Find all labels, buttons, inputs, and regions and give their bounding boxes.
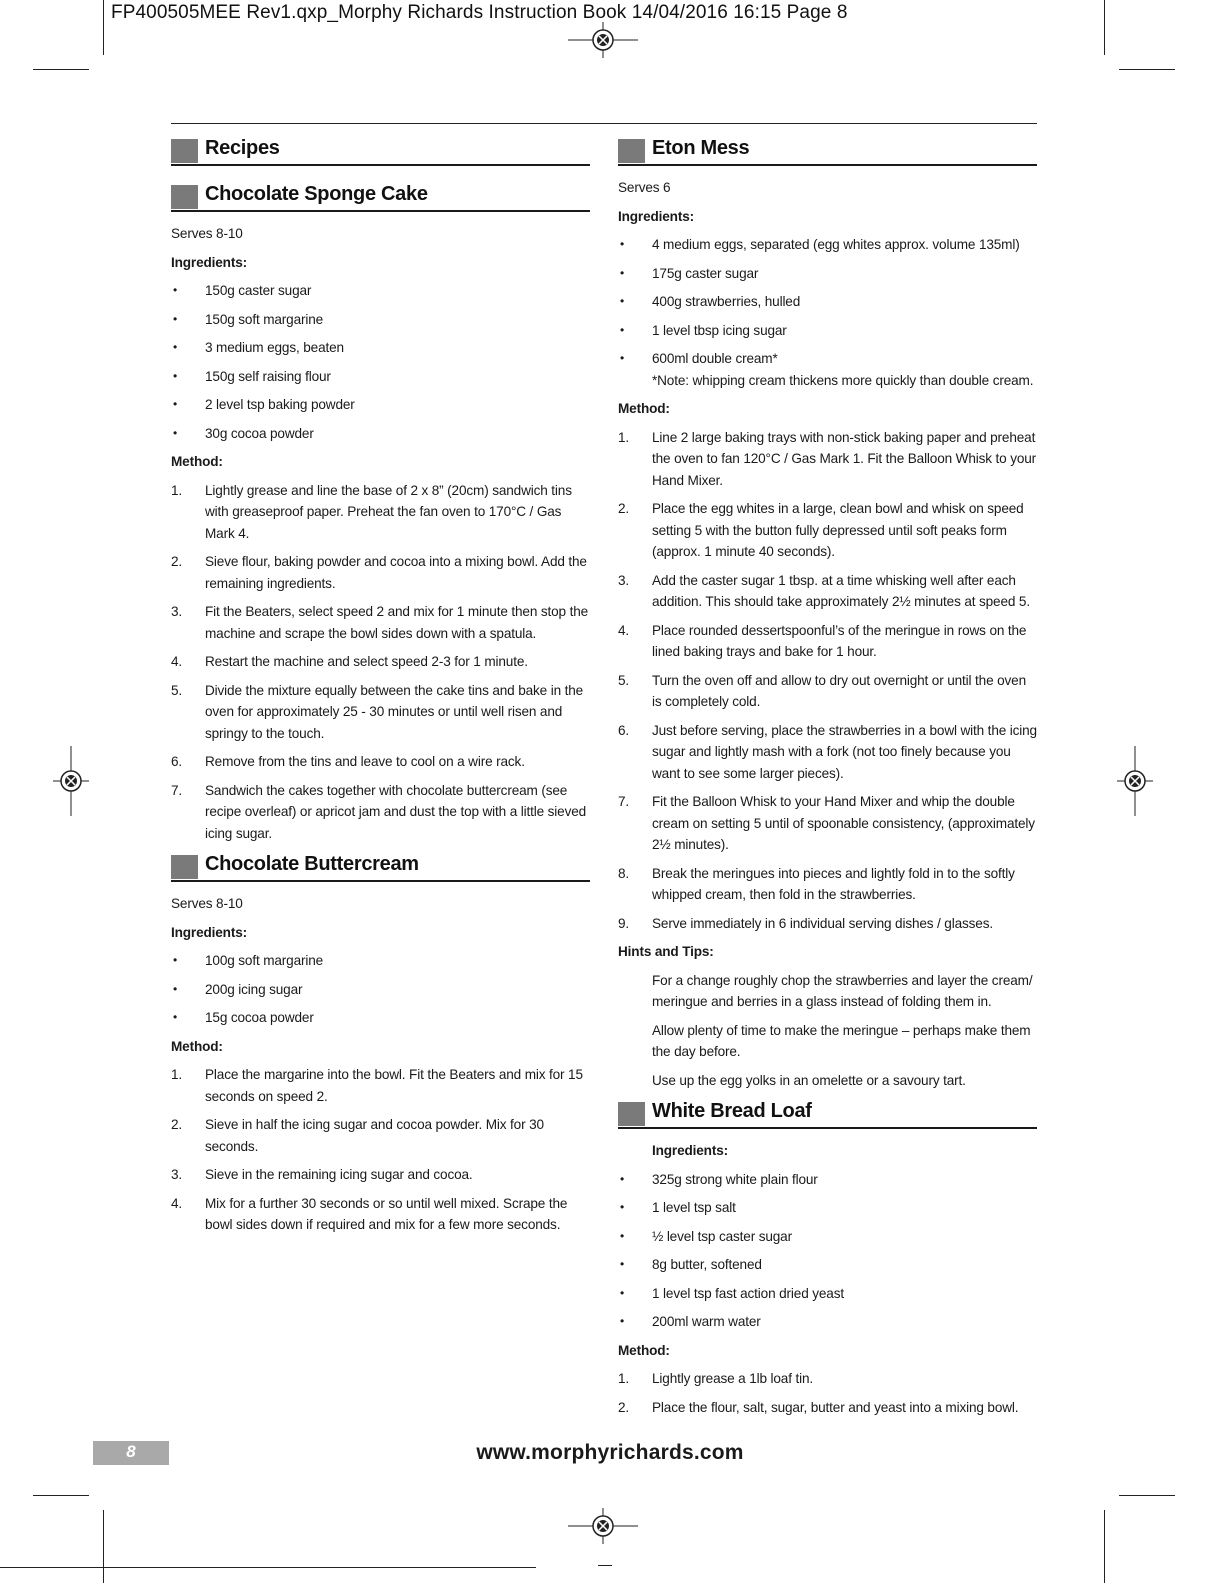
bullet-icon: • — [620, 351, 625, 365]
method-step — [618, 570, 1037, 613]
method-step — [618, 913, 1037, 935]
step-number: 3. — [171, 1167, 183, 1182]
ingredient-text: 1 level tsp salt — [652, 1200, 736, 1215]
section-heading — [171, 851, 590, 882]
ingredient-text: 8g butter, softened — [652, 1257, 762, 1272]
step-number: 3. — [618, 572, 630, 588]
step-number: 2. — [618, 1399, 630, 1415]
ingredient-list — [171, 280, 590, 444]
ingredient-text: 4 medium eggs, separated (egg whites approx. volume 135ml) — [652, 237, 1020, 252]
ingredients-label: Ingredients: — [171, 924, 247, 940]
ingredient-item — [618, 291, 1037, 313]
ingredient-text: 30g cocoa powder — [205, 425, 314, 441]
section-heading — [171, 135, 590, 166]
ingredient-text: 3 medium eggs, beaten — [205, 340, 344, 355]
ingredient-item — [171, 309, 590, 331]
heading-block — [171, 185, 198, 209]
ingredient-text: 2 level tsp baking powder — [205, 397, 355, 412]
top-rule — [171, 123, 1037, 124]
ingredient-item — [618, 263, 1037, 285]
crop-mark — [1104, 1510, 1105, 1583]
method-list — [171, 480, 590, 845]
serves-text: Serves 8-10 — [171, 226, 243, 241]
ingredient-text: 1 level tbsp icing sugar — [652, 322, 787, 338]
ingredient-item — [171, 366, 590, 388]
step-number: 9. — [618, 915, 630, 931]
ingredient-text: 400g strawberries, hulled — [652, 294, 801, 309]
bullet-icon: • — [620, 265, 625, 280]
step-text: Fit the Balloon Whisk to your Hand Mixer and whip the double cream on setting 5 until of spoonable consistency, (approximately 2½ minutes). — [652, 794, 1035, 852]
registration-mark-icon — [53, 746, 89, 816]
step-text: Place the flour, salt, sugar, butter and yeast into a mixing bowl. — [652, 1399, 1019, 1415]
method-step — [171, 680, 590, 745]
section-heading — [618, 1098, 1037, 1129]
bullet-icon: • — [173, 1010, 178, 1024]
step-text: Just before serving, place the strawberries in a bowl with the icing sugar and lightly mash with a fork (not too finely because you want to see some larger pieces). — [652, 722, 1037, 781]
bullet-icon: • — [173, 283, 178, 297]
ingredient-item — [171, 950, 590, 972]
step-text: Lightly grease a 1lb loaf tin. — [652, 1371, 813, 1386]
section-heading — [171, 181, 590, 212]
step-text: Serve immediately in 6 individual serving dishes / glasses. — [652, 915, 993, 931]
step-text: Fit the Beaters, select speed 2 and mix for 1 minute then stop the machine and scrape the bowl sides down with a spatula. — [205, 604, 589, 641]
step-number: 6. — [618, 722, 630, 738]
bullet-icon: • — [173, 981, 178, 996]
method-label: Method: — [618, 401, 670, 416]
method-step — [618, 1368, 1037, 1390]
heading-block — [171, 139, 198, 163]
crop-mark — [0, 1567, 536, 1568]
step-number: 4. — [171, 654, 183, 669]
heading-eton-mess: Eton Mess — [652, 137, 750, 159]
step-text: Sandwich the cakes together with chocolate buttercream (see recipe overleaf) or apricot jam and dust the top with a little sieved icing sugar. — [205, 782, 587, 841]
crop-mark — [33, 69, 89, 70]
heading-white-bread-loaf: White Bread Loaf — [652, 1100, 812, 1122]
method-list — [618, 1368, 1037, 1418]
method-step — [171, 1064, 590, 1107]
step-number: 1. — [171, 482, 183, 498]
bullet-icon: • — [173, 340, 178, 354]
method-step — [618, 620, 1037, 663]
ingredient-text: 150g soft margarine — [205, 311, 324, 327]
crop-mark — [103, 1510, 104, 1583]
heading-chocolate-buttercream: Chocolate Buttercream — [205, 853, 419, 875]
ingredient-text: 175g caster sugar — [652, 265, 759, 281]
serves-text: Serves 6 — [618, 180, 671, 195]
method-list — [171, 1064, 590, 1236]
ingredient-item — [618, 234, 1037, 256]
method-step — [171, 480, 590, 545]
method-label: Method: — [171, 1038, 223, 1054]
ingredient-text: 200ml warm water — [652, 1314, 761, 1329]
step-number: 5. — [171, 682, 183, 698]
step-number: 1. — [618, 429, 630, 445]
method-step — [171, 751, 590, 773]
website-url[interactable]: www.morphyrichards.com — [476, 1441, 744, 1464]
step-number: 6. — [171, 754, 183, 769]
heading-block — [618, 1102, 645, 1126]
step-text: Sieve in half the icing sugar and cocoa powder. Mix for 30 seconds. — [205, 1117, 544, 1154]
ingredient-item — [171, 394, 590, 416]
method-step — [618, 863, 1037, 906]
ingredient-item — [171, 337, 590, 359]
ingredient-text: ½ level tsp caster sugar — [652, 1228, 792, 1244]
ingredient-text: 325g strong white plain flour — [652, 1171, 818, 1187]
method-step — [618, 1397, 1037, 1419]
bullet-icon: • — [620, 294, 625, 308]
ingredient-item — [171, 280, 590, 302]
crop-mark — [598, 1565, 612, 1566]
hints-label: Hints and Tips: — [618, 944, 714, 959]
bullet-icon: • — [620, 1228, 625, 1243]
registration-mark-icon — [568, 1508, 638, 1544]
step-number: 5. — [618, 672, 630, 688]
ingredient-item — [171, 423, 590, 445]
step-text: Sieve flour, baking powder and cocoa into a mixing bowl. Add the remaining ingredients. — [205, 554, 587, 591]
ingredient-list — [618, 234, 1037, 391]
bullet-icon: • — [173, 425, 178, 440]
step-text: Restart the machine and select speed 2-3 for 1 minute. — [205, 654, 528, 669]
method-step — [171, 1114, 590, 1157]
step-number: 4. — [618, 622, 630, 638]
ingredient-item — [171, 1007, 590, 1029]
step-number: 7. — [618, 794, 630, 809]
step-number: 1. — [618, 1371, 630, 1386]
bullet-icon: • — [620, 322, 625, 337]
step-text: Line 2 large baking trays with non-stick baking paper and preheat the oven to fan 120°C / Gas Mark 1. Fit the Balloon Whisk to your Hand Mixer. — [652, 429, 1037, 488]
step-number: 2. — [171, 1117, 183, 1132]
registration-mark-icon — [568, 22, 638, 58]
registration-mark-icon — [1117, 746, 1153, 816]
method-step — [171, 1193, 590, 1236]
method-step — [171, 1164, 590, 1186]
step-text: Place the egg whites in a large, clean bowl and whisk on speed setting 5 with the button fully depressed until soft peaks form (approx. 1 minute 40 seconds). — [652, 501, 1024, 559]
ingredients-label: Ingredients: — [652, 1143, 728, 1158]
bullet-icon: • — [620, 1314, 625, 1328]
ingredient-item — [618, 1169, 1037, 1191]
step-text: Turn the oven off and allow to dry out overnight or until the oven is completely cold. — [652, 672, 1026, 709]
ingredient-item — [618, 348, 1037, 391]
left-column — [171, 135, 590, 1243]
method-step — [618, 720, 1037, 785]
crop-mark — [1119, 1495, 1175, 1496]
method-step — [171, 551, 590, 594]
step-text: Divide the mixture equally between the cake tins and bake in the oven for approximately 25 - 30 minutes or until well risen and springy to the touch. — [205, 682, 584, 741]
crop-mark — [33, 1495, 89, 1496]
bullet-icon: • — [173, 397, 178, 411]
step-text: Sieve in the remaining icing sugar and cocoa. — [205, 1167, 473, 1182]
method-step — [618, 498, 1037, 563]
method-step — [618, 791, 1037, 856]
ingredient-list — [171, 950, 590, 1029]
ingredient-item — [618, 1226, 1037, 1248]
method-label: Method: — [618, 1342, 670, 1358]
ingredient-list — [618, 1169, 1037, 1333]
ingredient-text: 200g icing sugar — [205, 981, 303, 997]
ingredient-item — [618, 1197, 1037, 1219]
bullet-icon: • — [620, 1257, 625, 1271]
heading-chocolate-sponge-cake: Chocolate Sponge Cake — [205, 183, 428, 205]
method-step — [171, 780, 590, 845]
step-number: 2. — [618, 501, 630, 516]
step-number: 3. — [171, 604, 183, 619]
bullet-icon: • — [620, 237, 625, 251]
method-list — [618, 427, 1037, 935]
print-slug: FP400505MEE Rev1.qxp_Morphy Richards Instruction Book 14/04/2016 16:15 Page 8 — [111, 2, 848, 23]
step-text: Lightly grease and line the base of 2 x 8” (20cm) sandwich tins with greaseproof paper. Preheat the fan oven to 170°C / Gas Mark 4. — [205, 482, 572, 541]
bullet-icon: • — [173, 311, 178, 326]
step-number: 8. — [618, 865, 630, 881]
bullet-icon: • — [620, 1285, 625, 1300]
step-number: 2. — [171, 554, 183, 569]
bullet-icon: • — [620, 1200, 625, 1214]
heading-recipes: Recipes — [205, 137, 280, 159]
ingredient-item — [618, 1311, 1037, 1333]
step-number: 4. — [171, 1195, 183, 1211]
ingredient-text: 1 level tsp fast action dried yeast — [652, 1285, 844, 1301]
ingredient-text: 150g self raising flour — [205, 368, 331, 384]
heading-block — [171, 855, 198, 879]
crop-mark — [103, 0, 104, 55]
right-column — [618, 135, 1037, 1425]
step-text: Add the caster sugar 1 tbsp. at a time whisking well after each addition. This should take approximately 2½ minutes at speed 5. — [652, 572, 1030, 609]
step-number: 1. — [171, 1067, 183, 1082]
ingredients-label: Ingredients: — [618, 208, 694, 224]
method-step — [618, 427, 1037, 492]
ingredient-item — [618, 1283, 1037, 1305]
crop-mark — [1104, 0, 1105, 55]
step-text: Place rounded dessertspoonful’s of the meringue in rows on the lined baking trays and bake for 1 hour. — [652, 622, 1027, 659]
hint-text: Use up the egg yolks in an omelette or a savoury tart. — [652, 1072, 966, 1088]
ingredient-note: *Note: whipping cream thickens more quickly than double cream. — [652, 372, 1034, 388]
section-heading — [618, 135, 1037, 166]
ingredient-item — [171, 979, 590, 1001]
step-number: 7. — [171, 782, 183, 798]
bullet-icon: • — [173, 368, 178, 383]
hints-list — [618, 970, 1037, 1092]
hint-text: Allow plenty of time to make the meringue – perhaps make them the day before. — [652, 1022, 1031, 1059]
method-label: Method: — [171, 454, 223, 469]
ingredient-text: 150g caster sugar — [205, 283, 312, 298]
ingredient-text: 600ml double cream* — [652, 351, 778, 366]
crop-mark — [1119, 69, 1175, 70]
step-text: Remove from the tins and leave to cool on a wire rack. — [205, 754, 525, 769]
bullet-icon: • — [173, 953, 178, 967]
bullet-icon: • — [620, 1171, 625, 1186]
page-number: 8 — [126, 1442, 136, 1461]
serves-text: Serves 8-10 — [171, 896, 243, 911]
ingredient-text: 100g soft margarine — [205, 953, 324, 968]
ingredient-item — [618, 320, 1037, 342]
hint-text: For a change roughly chop the strawberries and layer the cream/ meringue and berries in a glass instead of folding them in. — [652, 972, 1033, 1009]
ingredient-text: 15g cocoa powder — [205, 1010, 314, 1025]
step-text: Break the meringues into pieces and lightly fold in to the softly whipped cream, then fold in the strawberries. — [652, 865, 1015, 902]
method-step — [618, 670, 1037, 713]
method-step — [171, 651, 590, 673]
ingredients-label: Ingredients: — [171, 254, 247, 270]
heading-block — [618, 139, 645, 163]
method-step — [171, 601, 590, 644]
ingredient-item — [618, 1254, 1037, 1276]
step-text: Mix for a further 30 seconds or so until well mixed. Scrape the bowl sides down if required and mix for a few more seconds. — [205, 1195, 568, 1232]
step-text: Place the margarine into the bowl. Fit the Beaters and mix for 15 seconds on speed 2. — [205, 1067, 583, 1104]
